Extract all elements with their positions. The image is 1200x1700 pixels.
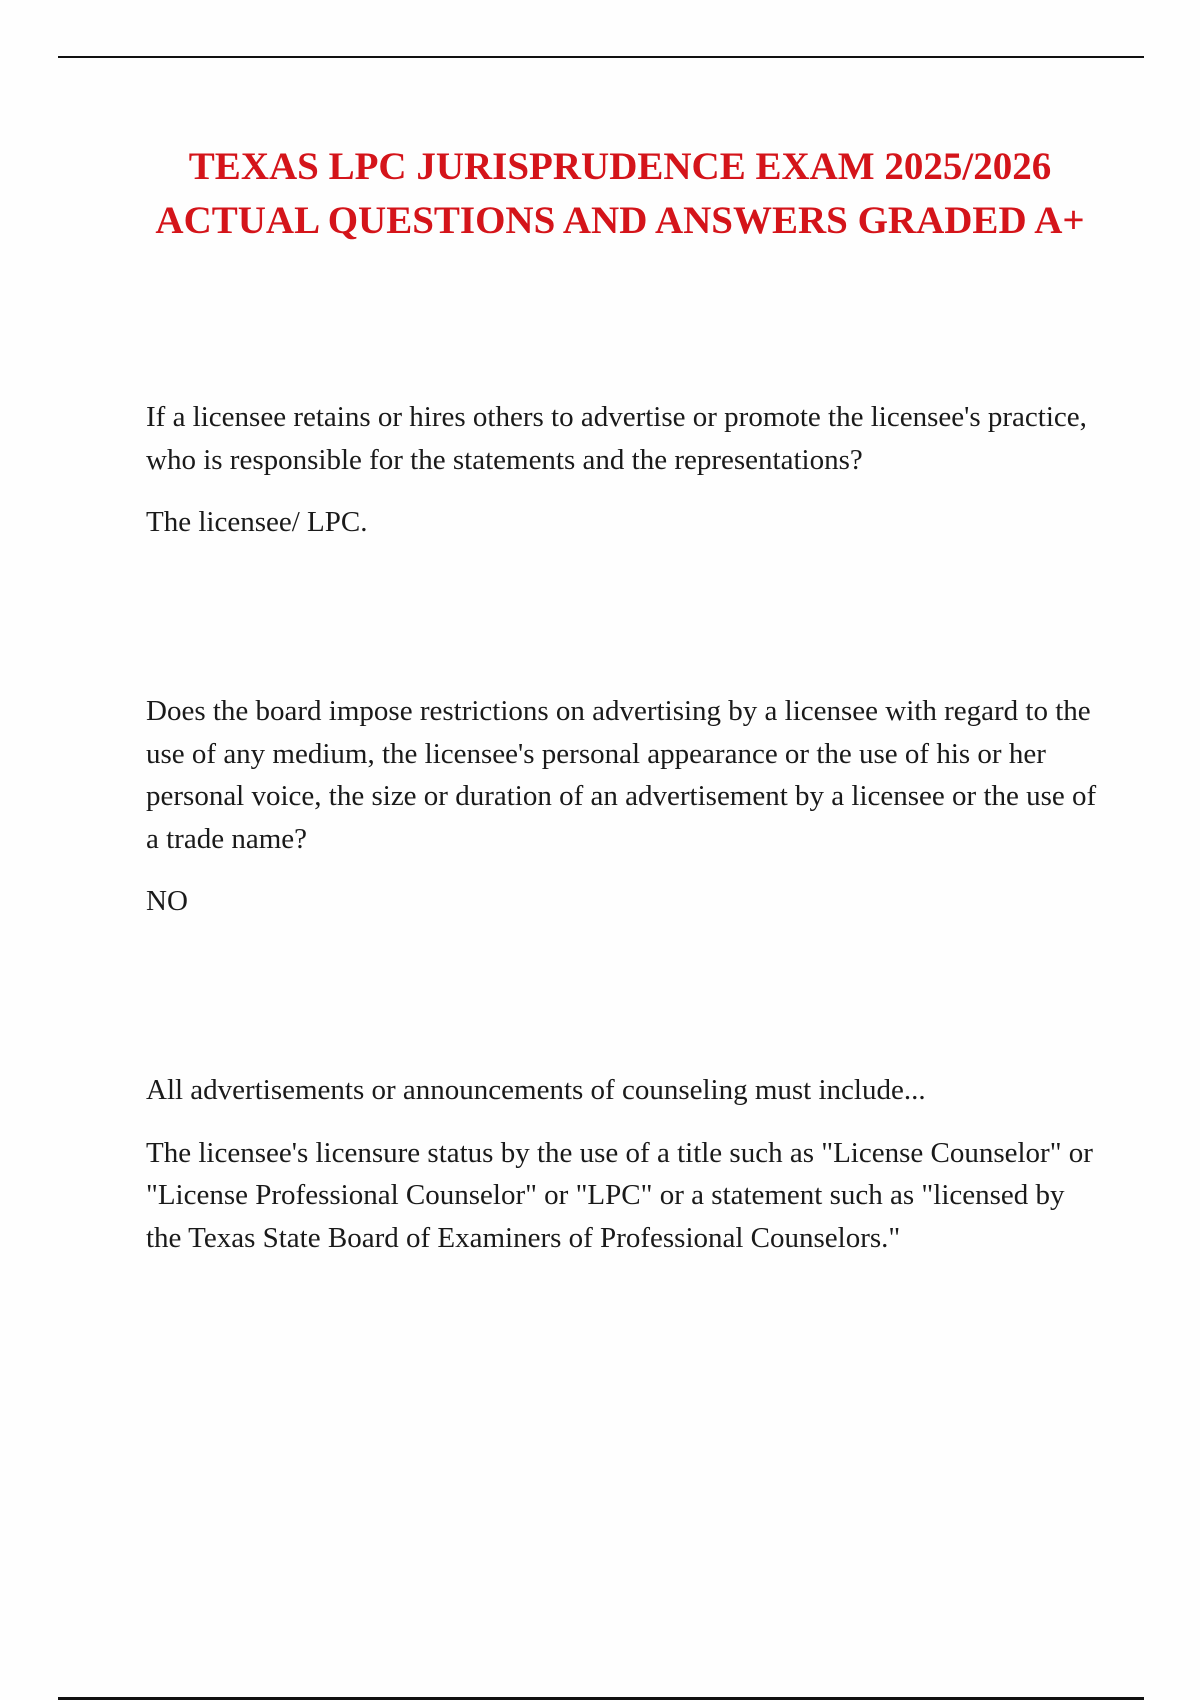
answer-text: NO <box>146 885 188 917</box>
answer-text: The licensee/ LPC. <box>146 506 368 538</box>
qa-item <box>146 690 1106 923</box>
question-text: Does the board impose restrictions on advertising by a licensee with regard to the use of any medium, the licensee's personal appearance or the use of his or her personal voice, the size or duration of an advertisement by a licensee or the use of a trade name? <box>146 695 1097 855</box>
question-text: All advertisements or announcements of counseling must include... <box>146 1074 926 1106</box>
answer-text: The licensee's licensure status by the use of a title such as "License Counselor" or "License Professional Counselor" or "LPC" or a statement such as "licensed by the Texas State Board of Examiners of Professional Counselors." <box>146 1136 1093 1254</box>
document-title: TEXAS LPC JURISPRUDENCE EXAM 2025/2026 ACTUAL QUESTIONS AND ANSWERS GRADED A+ <box>155 145 1085 242</box>
qa-item <box>146 1069 1106 1259</box>
top-divider <box>58 56 1144 58</box>
question-text: If a licensee retains or hires others to advertise or promote the licensee's practice, who is responsible for the statements and the representations? <box>146 401 1087 476</box>
qa-item <box>146 396 1106 544</box>
